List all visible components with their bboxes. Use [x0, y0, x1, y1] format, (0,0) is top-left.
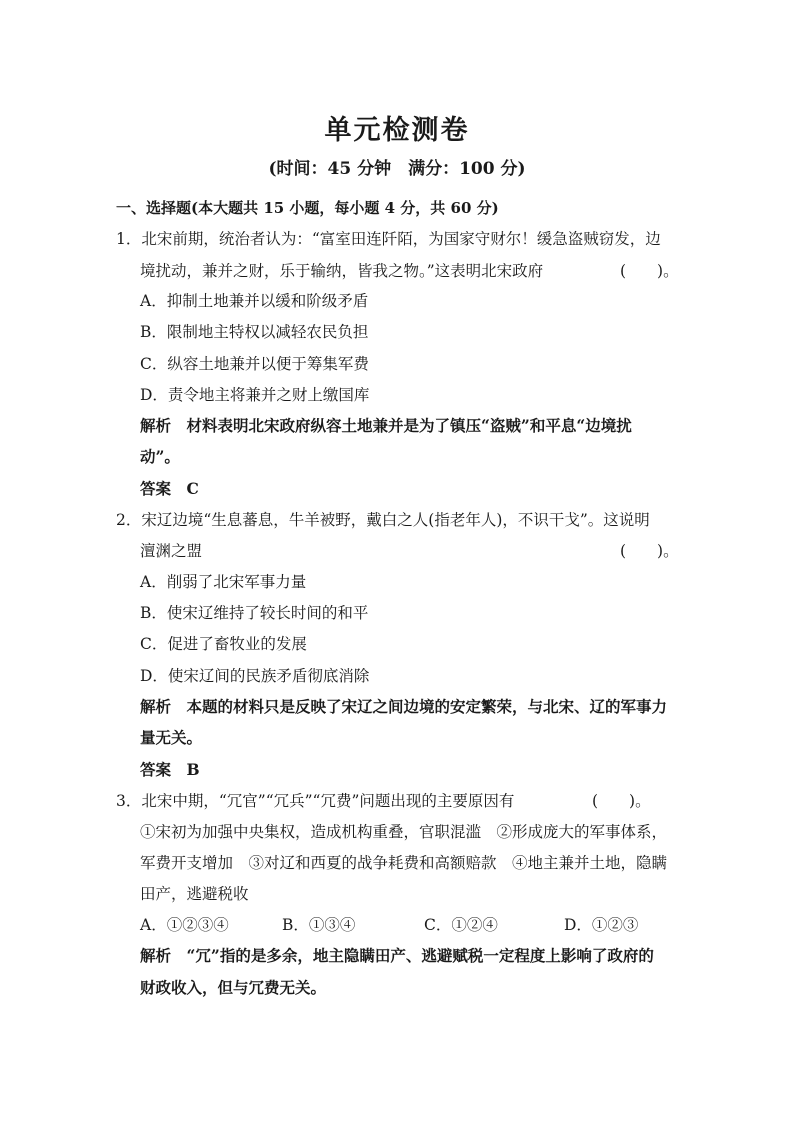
- q1-analysis-line1: 解析 材料表明北宋政府纵容土地兼并是为了镇压“盗贼”和平息“边境扰: [140, 416, 632, 435]
- q3-items-line1: ①宋初为加强中央集权，造成机构重叠，官职混滥 ②形成庞大的军事体系，: [140, 823, 668, 841]
- q2-analysis-line1: 解析 本题的材料只是反映了宋辽之间边境的安定繁荣，与北宋、辽的军事力: [140, 697, 668, 716]
- q3-answer-blank: ( )。: [592, 792, 651, 810]
- q1-option-d: D．责令地主将兼并之财上缴国库: [140, 386, 370, 404]
- q1-answer-blank: ( )。: [620, 262, 679, 280]
- q2-answer-blank: ( )。: [620, 542, 679, 560]
- q3-analysis-line1: 解析 “冗”指的是多余，地主隐瞒田产、逃避赋税一定程度上影响了政府的: [140, 946, 654, 965]
- q3-option-b: B．①③④: [282, 916, 356, 934]
- q1-option-a: A．抑制土地兼并以缓和阶级矛盾: [140, 292, 369, 310]
- q2-stem-line1: 2．宋辽边境“生息蕃息，牛羊被野，戴白之人(指老年人)，不识干戈”。这说明: [116, 511, 650, 529]
- q1-analysis-line2: 动”。: [140, 447, 180, 466]
- page-title: 单元检测卷: [324, 115, 470, 146]
- q2-stem-line2: 澶渊之盟: [140, 542, 203, 560]
- section-heading: 一、选择题(本大题共 15 小题，每小题 4 分，共 60 分): [116, 199, 499, 217]
- q2-option-c: C．促进了畜牧业的发展: [140, 635, 307, 653]
- q2-analysis-line2: 量无关。: [140, 728, 203, 747]
- q1-stem-line1: 1．北宋前期，统治者认为：“富室田连阡陌，为国家守财尔！缓急盗贼窃发，边: [116, 230, 661, 248]
- q3-items-line2: 军费开支增加 ③对辽和西夏的战争耗费和高额赔款 ④地主兼并土地，隐瞒: [140, 854, 668, 872]
- q2-option-b: B．使宋辽维持了较长时间的和平: [140, 604, 369, 622]
- q3-items-line3: 田产，逃避税收: [140, 885, 249, 903]
- q1-answer: 答案 C: [140, 479, 199, 498]
- q2-option-d: D．使宋辽间的民族矛盾彻底消除: [140, 667, 370, 685]
- q3-option-c: C．①②④: [424, 916, 498, 934]
- q1-option-b: B．限制地主特权以减轻农民负担: [140, 323, 369, 341]
- exam-time-score: (时间：45 分钟 满分：100 分): [268, 159, 526, 179]
- q3-option-d: D．①②③: [564, 916, 639, 934]
- q1-stem-line2: 境扰动，兼并之财，乐于输纳，皆我之物。”这表明北宋政府: [140, 262, 544, 280]
- q3-analysis-line2: 财政收入，但与冗费无关。: [140, 978, 327, 997]
- q1-option-c: C．纵容土地兼并以便于筹集军费: [140, 355, 369, 373]
- q2-option-a: A．削弱了北宋军事力量: [140, 573, 307, 591]
- q2-answer: 答案 B: [140, 760, 200, 779]
- q3-options-row: [140, 915, 638, 935]
- q3-option-a: A．①②③④: [140, 916, 229, 934]
- q3-stem: 3．北宋中期，“冗官”“冗兵”“冗费”问题出现的主要原因有: [116, 792, 515, 810]
